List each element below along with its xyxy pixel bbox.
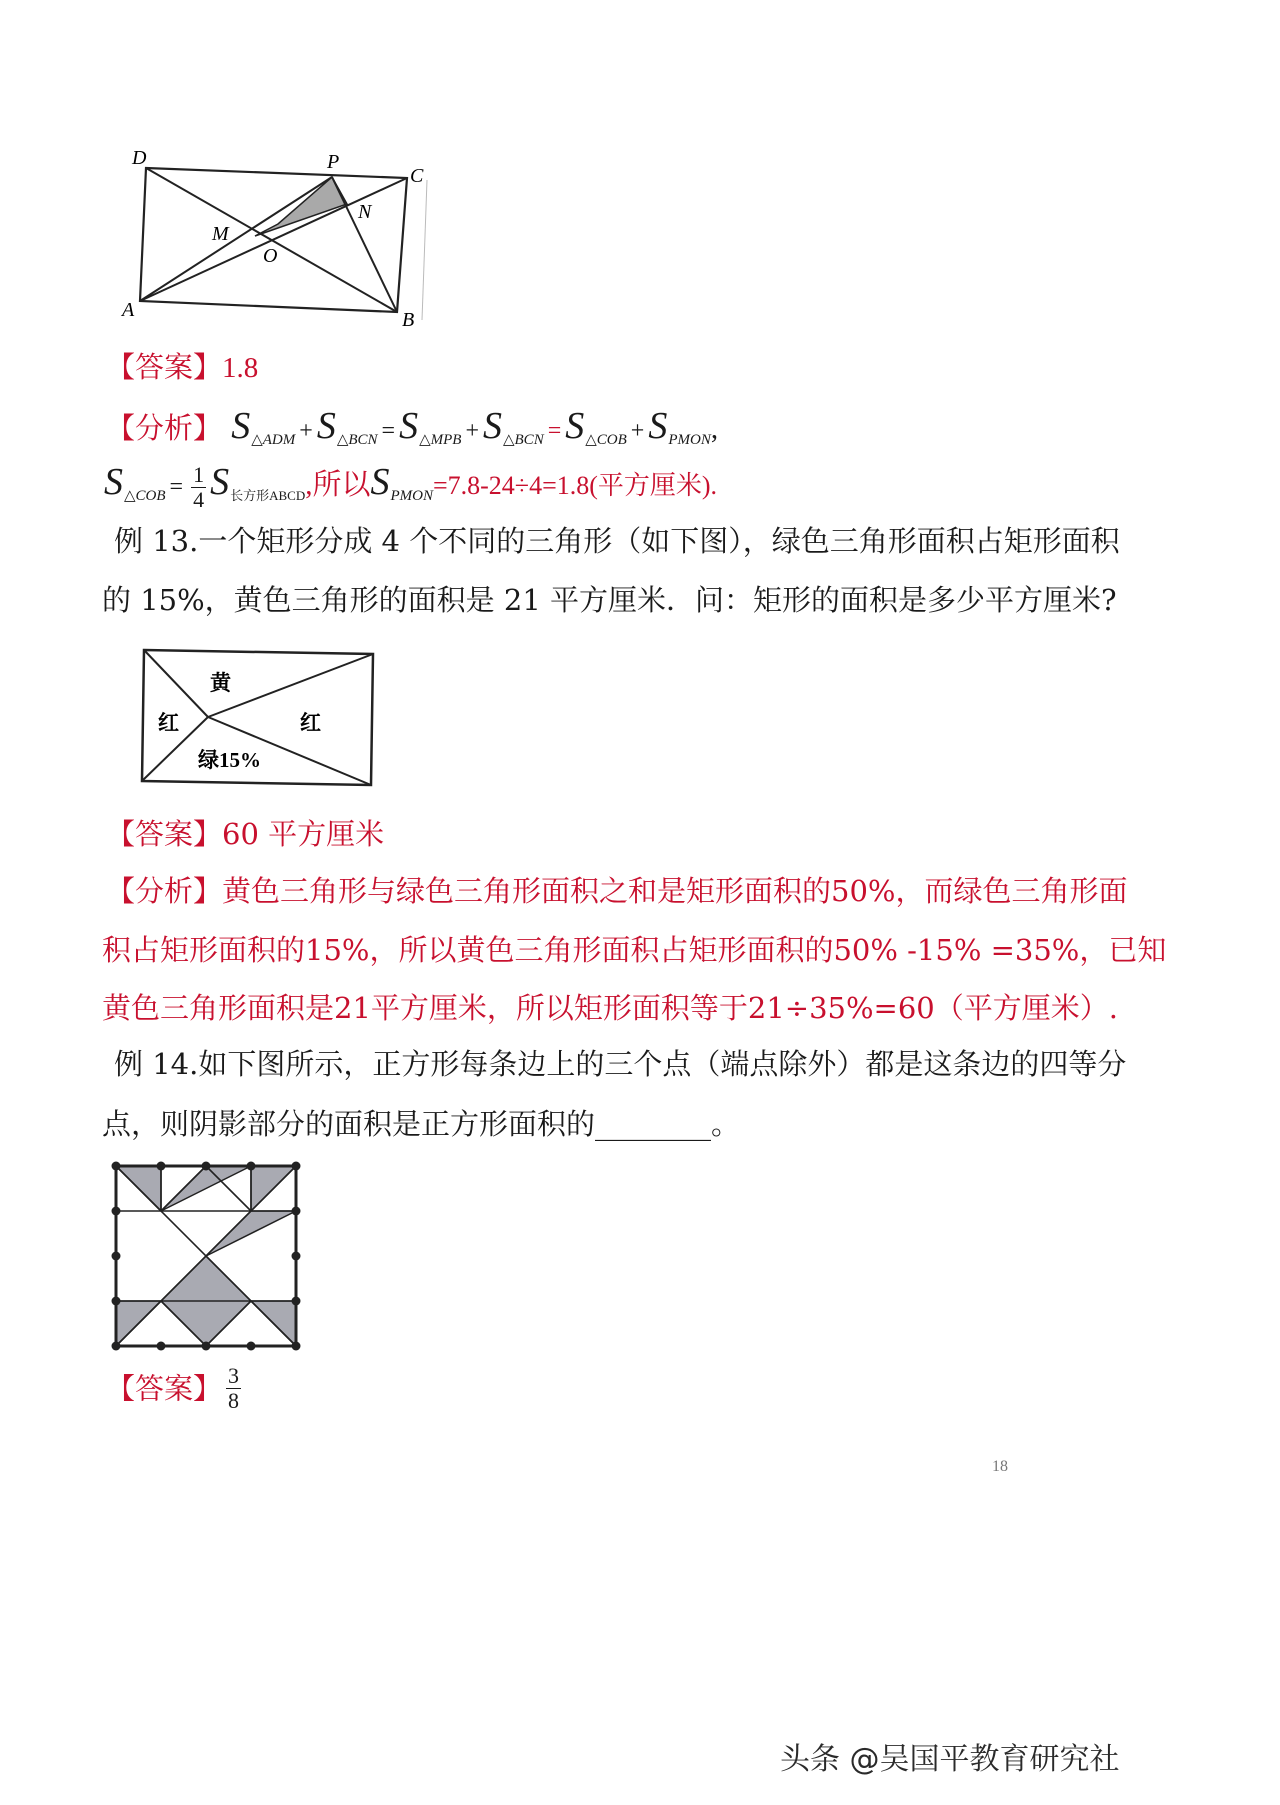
figure-rectangle-abcd [120,140,440,340]
example-14-line-2: 点，则阴影部分的面积是正方形面积的________。 [102,1107,741,1141]
answer-label: 【答案】 [106,350,223,384]
analysis-2-line-3: 黄色三角形面积是21平方厘米，所以矩形面积等于21÷35%=60（平方厘米）. [102,991,1118,1025]
answer-value: 60 平方厘米 [222,817,385,851]
formula-2: $S_{\triangle COB}$ = $\frac{1}{4}$ $S_{长方形ABCD}$,所以$S_{PMON}=7.8-24\div 4=1.8$(平方厘米). [104,461,718,512]
label-o: O [263,245,278,267]
analysis-2-line-2: 积占矩形面积的15%，所以黄色三角形面积占矩形面积的50% -15% =35%，已知 [102,933,1167,967]
watermark: 头条 @吴国平教育研究社 [780,1742,1120,1777]
answer-1 [106,350,258,386]
label-n: N [358,201,372,223]
example-13-line-1: 例 13.一个矩形分成 4 个不同的三角形（如下图），绿色三角形面积占矩形面积 [114,524,1120,558]
answer-value: 1.8 [222,352,259,384]
figure-rectangle-four-triangles [138,645,378,790]
answer-label: 【答案】 [106,1371,223,1406]
answer-label: 【答案】 [106,817,223,851]
label-m: M [212,223,229,245]
answer-fraction: $\frac{3}{8}$ [228,1363,240,1414]
analysis-label: 【分析】 [106,411,223,445]
analysis-2-line-1: 【分析】黄色三角形与绿色三角形面积之和是矩形面积的50%，而绿色三角形面 [106,874,1128,908]
analysis-1-line-2 [104,460,717,512]
label-a: A [122,299,135,321]
analysis-1-line-1 [106,404,718,450]
label-d: D [132,147,147,169]
example-14-line-1: 例 14.如下图所示，正方形每条边上的三个点（端点除外）都是这条边的四等分 [114,1047,1127,1081]
label-green: 绿15% [198,748,261,772]
answer-2 [106,817,384,852]
label-c: C [410,165,424,187]
formula-1: $S_{\triangle ADM} + S_{\triangle BCN} = S_{\triangle MPB} + S_{\triangle BCN} = S_{\triangle COB} + S_{PMON}$, [231,405,719,448]
page-number: 18 [992,1458,1008,1475]
label-red-left: 红 [158,711,179,735]
label-b: B [402,309,415,331]
analysis-label: 【分析】 [106,874,223,908]
label-yellow: 黄 [210,671,231,695]
label-red-right: 红 [300,711,321,735]
answer-3 [106,1364,245,1413]
figure-square-quarter-points [108,1158,304,1354]
example-13-line-2: 的 15%，黄色三角形的面积是 21 平方厘米．问：矩形的面积是多少平方厘米? [102,583,1117,617]
label-p: P [327,151,340,173]
